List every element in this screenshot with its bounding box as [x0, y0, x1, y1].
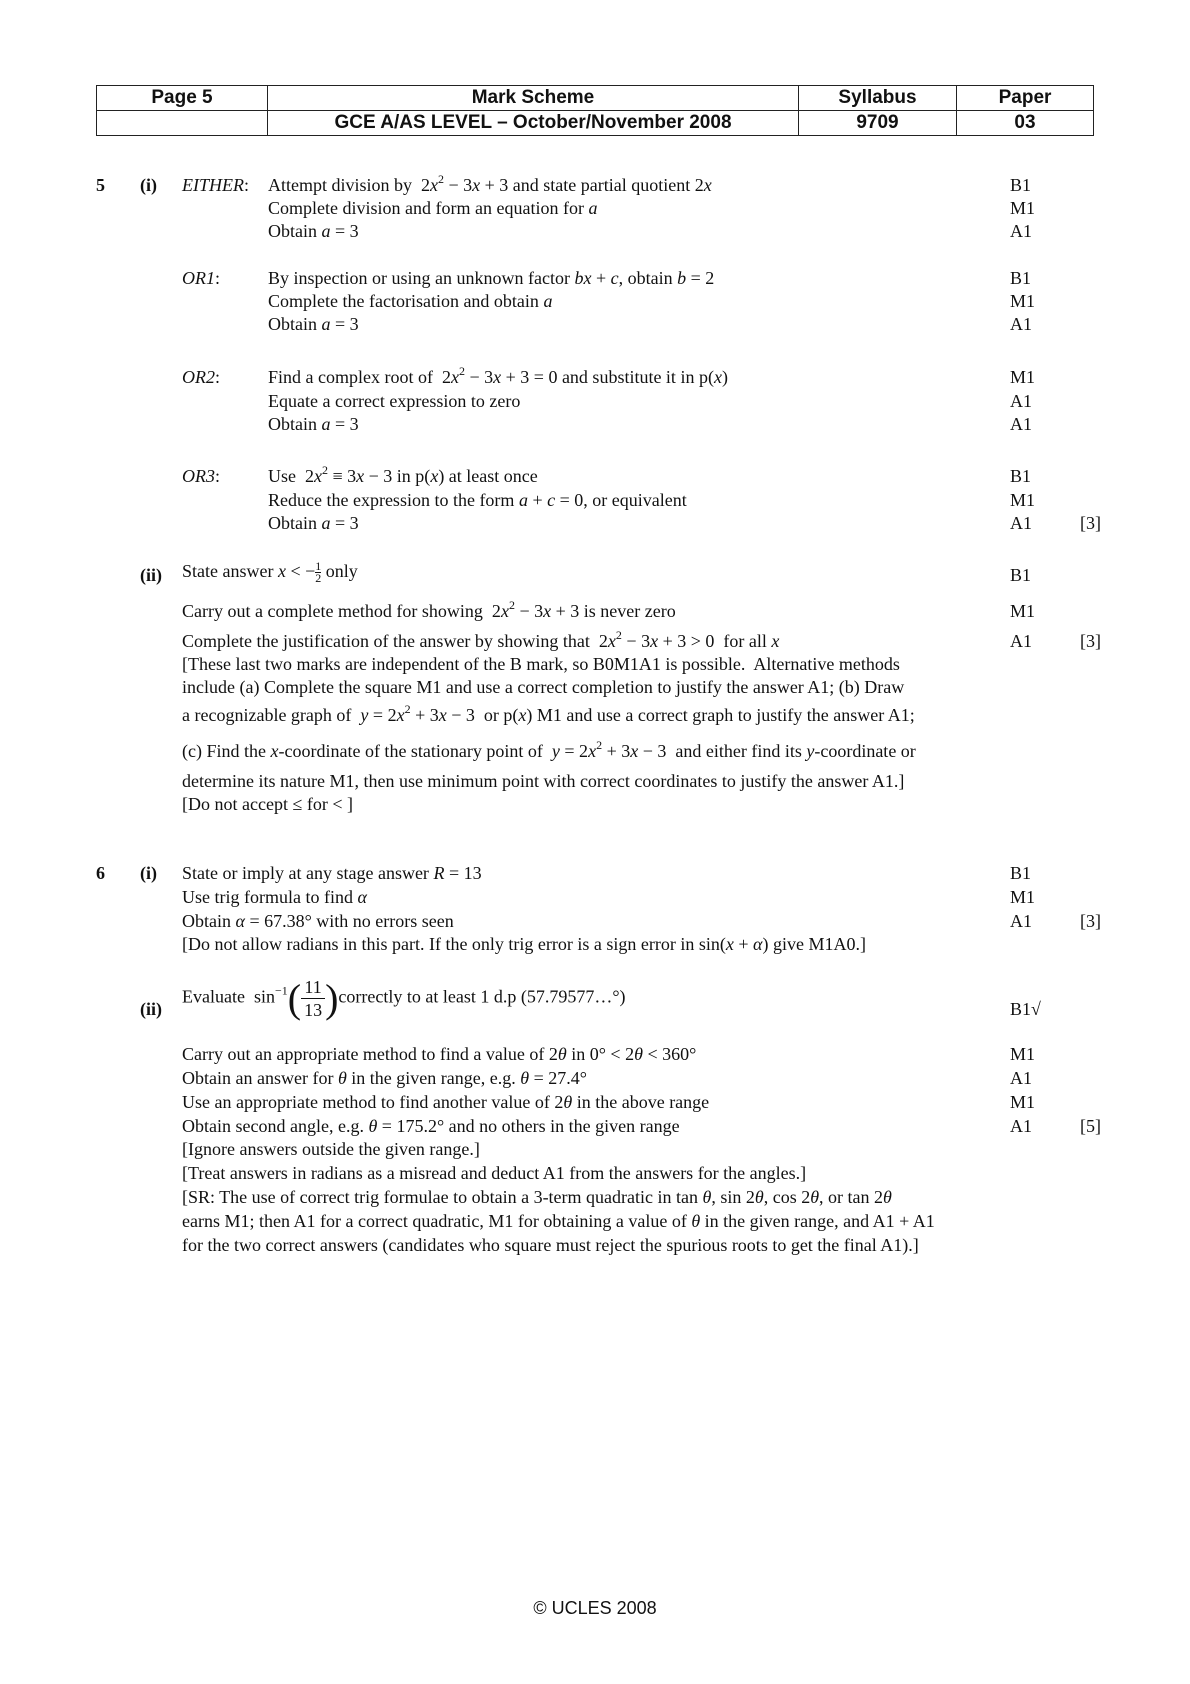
method-label: OR3:	[182, 466, 221, 486]
mark: M1	[1010, 1044, 1036, 1064]
empty-cell	[97, 111, 268, 136]
note-line: a recognizable graph of $y = 2x^2 + 3x - 3$ or p(x) M1 and use a correct graph to justify the answer A1;	[182, 702, 915, 725]
mark: A1	[1010, 391, 1032, 411]
question-number: 6	[96, 863, 105, 883]
mark: B1√	[1010, 999, 1041, 1019]
part-label: (ii)	[140, 999, 162, 1019]
part-label: (ii)	[140, 565, 162, 585]
note-line: [Do not accept ≤ for < ]	[182, 794, 353, 814]
mark: A1	[1010, 911, 1032, 931]
mark: A1	[1010, 414, 1032, 434]
mark-line: Attempt division by $2x^2 - 3x + 3$ and state partial quotient 2x	[268, 172, 712, 195]
paper-label-cell: Paper	[957, 86, 1094, 111]
mark: M1	[1010, 198, 1036, 218]
method-label: OR1:	[182, 268, 221, 288]
part-total: [5]	[1080, 1116, 1101, 1136]
mark-line: Find a complex root of $2x^2 - 3x + 3 = 0$ and substitute it in p(x)	[268, 364, 728, 387]
mark-line: Reduce the expression to the form a + c = 0, or equivalent	[268, 490, 687, 510]
mark-line: Evaluate $\sin^{-1}$( $\frac{11}{13}$ )correctly to at least 1 d.p (57.79577…°)	[182, 976, 626, 1021]
mark-line: Obtain α = 67.38° with no errors seen	[182, 911, 454, 931]
mark-scheme-cell: Mark Scheme	[268, 86, 799, 111]
syllabus-cell: 9709	[799, 111, 957, 136]
mark-line: Obtain a = 3	[268, 414, 359, 434]
mark: B1	[1010, 863, 1032, 883]
mark-line: Carry out a complete method for showing $2x^2 - 3x + 3$ is never zero	[182, 598, 676, 621]
mark: B1	[1010, 268, 1032, 288]
note-line: (c) Find the x-coordinate of the stationary point of $y = 2x^2 + 3x - 3$ and either find its y-coordinate or	[182, 738, 916, 761]
note-line: include (a) Complete the square M1 and use a correct completion to justify the answer A1; (b) Draw	[182, 677, 905, 697]
question-number: 5	[96, 175, 105, 195]
note-line: [Ignore answers outside the given range.]	[182, 1139, 480, 1159]
mark: B1	[1010, 466, 1032, 486]
note-line: [SR: The use of correct trig formulae to obtain a 3-term quadratic in tan θ, sin 2θ, cos 2θ, or tan 2θ	[182, 1187, 892, 1207]
footer-copyright: © UCLES 2008	[533, 1598, 657, 1618]
part-label: (i)	[140, 863, 157, 883]
mark-line: State answer x < − $\frac{1}{2}$ only	[182, 559, 358, 586]
mark-line: Obtain a = 3	[268, 221, 359, 241]
exam-cell: GCE A/AS LEVEL – October/November 2008	[268, 111, 799, 136]
mark-line: Obtain second angle, e.g. θ = 175.2° and no others in the given range	[182, 1116, 680, 1136]
mark: A1	[1010, 221, 1032, 241]
mark: A1	[1010, 1116, 1032, 1136]
mark: B1	[1010, 175, 1032, 195]
mark: M1	[1010, 490, 1036, 510]
mark: A1	[1010, 513, 1032, 533]
mark-line: Carry out an appropriate method to find a value of 2θ in 0° < 2θ < 360°	[182, 1044, 697, 1064]
mark-line: Complete the justification of the answer by showing that $2x^2 - 3x + 3 > 0$ for all x	[182, 628, 780, 651]
mark-line: Obtain a = 3	[268, 314, 359, 334]
mark: A1	[1010, 314, 1032, 334]
mark-line: Obtain a = 3	[268, 513, 359, 533]
method-label: OR2:	[182, 367, 221, 387]
method-label: EITHER:	[182, 175, 250, 195]
mark: M1	[1010, 887, 1036, 907]
paper-cell: 03	[957, 111, 1094, 136]
mark-line: State or imply at any stage answer R = 13	[182, 863, 482, 883]
mark: M1	[1010, 1092, 1036, 1112]
mark-line: Equate a correct expression to zero	[268, 391, 521, 411]
mark-line: Use trig formula to find α	[182, 887, 367, 907]
page-cell: Page 5	[97, 86, 268, 111]
mark-line: Complete division and form an equation for a	[268, 198, 598, 218]
mark: A1	[1010, 631, 1032, 651]
mark: M1	[1010, 601, 1036, 621]
mark: A1	[1010, 1068, 1032, 1088]
part-label: (i)	[140, 175, 157, 195]
mark-line: Use an appropriate method to find another value of 2θ in the above range	[182, 1092, 710, 1112]
mark: M1	[1010, 291, 1036, 311]
mark-line: Complete the factorisation and obtain a	[268, 291, 553, 311]
part-total: [3]	[1080, 911, 1101, 931]
note-line: [Treat answers in radians as a misread and deduct A1 from the answers for the angles.]	[182, 1163, 807, 1183]
note-line: earns M1; then A1 for a correct quadratic, M1 for obtaining a value of θ in the given range, and A1 + A1	[182, 1211, 935, 1231]
mark: M1	[1010, 367, 1036, 387]
mark: B1	[1010, 565, 1032, 585]
mark-line: Obtain an answer for θ in the given range, e.g. θ = 27.4°	[182, 1068, 587, 1088]
mark-line: Use $2x^2 \equiv 3x - 3$ in p(x) at least once	[268, 463, 538, 486]
syllabus-label-cell: Syllabus	[799, 86, 957, 111]
note-line: determine its nature M1, then use minimum point with correct coordinates to justify the answer A1.]	[182, 771, 905, 791]
part-total: [3]	[1080, 631, 1101, 651]
note-line: for the two correct answers (candidates who square must reject the spurious roots to get the final A1).]	[182, 1235, 919, 1255]
mark-line: By inspection or using an unknown factor bx + c, obtain b = 2	[268, 268, 715, 288]
part-total: [3]	[1080, 513, 1101, 533]
note-line: [These last two marks are independent of the B mark, so B0M1A1 is possible. Alternative methods	[182, 654, 900, 674]
header-table	[96, 85, 1094, 136]
note-line: [Do not allow radians in this part. If the only trig error is a sign error in sin(x + α) give M1A0.]	[182, 934, 866, 954]
